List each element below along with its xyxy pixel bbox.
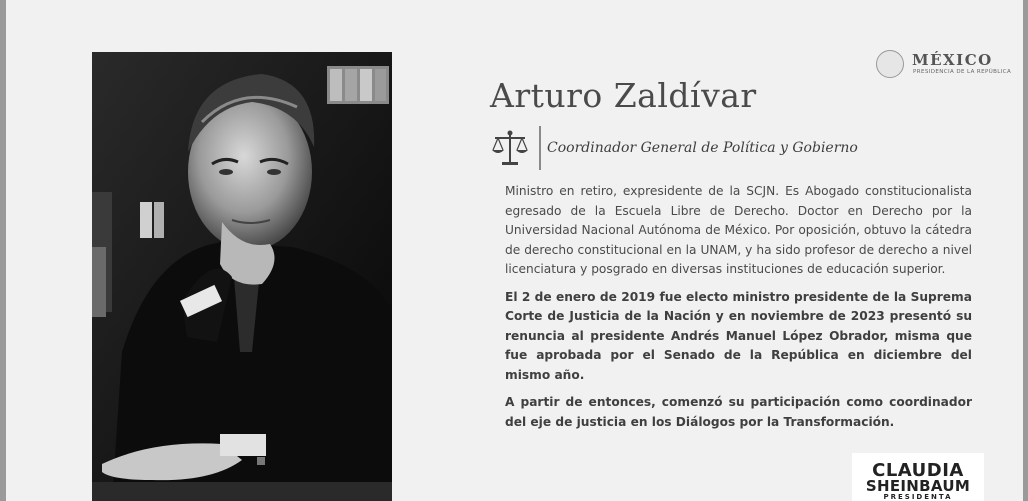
bio-paragraph: A partir de entonces, comenzó su participación como coordinador del eje de justicia en los Diálogos por la Transformación. bbox=[505, 395, 972, 429]
eagle-seal-icon bbox=[876, 50, 904, 78]
scales-of-justice-icon bbox=[490, 128, 530, 168]
logo-word: MÉXICO bbox=[912, 51, 993, 69]
logo-line-claudia: CLAUDIA bbox=[872, 460, 964, 481]
biography bbox=[505, 182, 972, 432]
role-divider bbox=[539, 126, 541, 170]
claudia-sheinbaum-logo bbox=[852, 453, 984, 501]
logo-subtitle: PRESIDENCIA DE LA REPÚBLICA bbox=[913, 69, 1012, 75]
person-name: Arturo Zaldívar bbox=[490, 76, 757, 115]
right-frame-border bbox=[1023, 0, 1028, 501]
logo-line-presidenta: PRESIDENTA bbox=[883, 493, 953, 501]
bio-paragraph: Ministro en retiro, expresidente de la SCJN. Es Abogado constitucionalista egresado de la Escuela Libre de Derecho. Doctor en Derecho por la Universidad Nacional Autónoma de México. Por oposición, obtuvo la cátedra de derecho constitucional en la UNAM, y ha sido profesor de derecho a nivel licenciatura y posgrado en diversas instituciones de educación superior. bbox=[505, 184, 972, 276]
person-role: Coordinador General de Política y Gobierno bbox=[547, 140, 858, 156]
portrait-photo bbox=[92, 52, 392, 501]
mexico-government-logo bbox=[876, 48, 1012, 80]
bio-paragraph: El 2 de enero de 2019 fue electo ministro presidente de la Suprema Corte de Justicia de la Nación y en noviembre de 2023 presentó su renuncia al presidente Andrés Manuel López Obrador, misma que fue aprobada por el Senado de la República en diciembre del mismo año. bbox=[505, 289, 972, 382]
logo-line-sheinbaum: SHEINBAUM bbox=[865, 477, 971, 495]
left-frame-border bbox=[0, 0, 6, 501]
